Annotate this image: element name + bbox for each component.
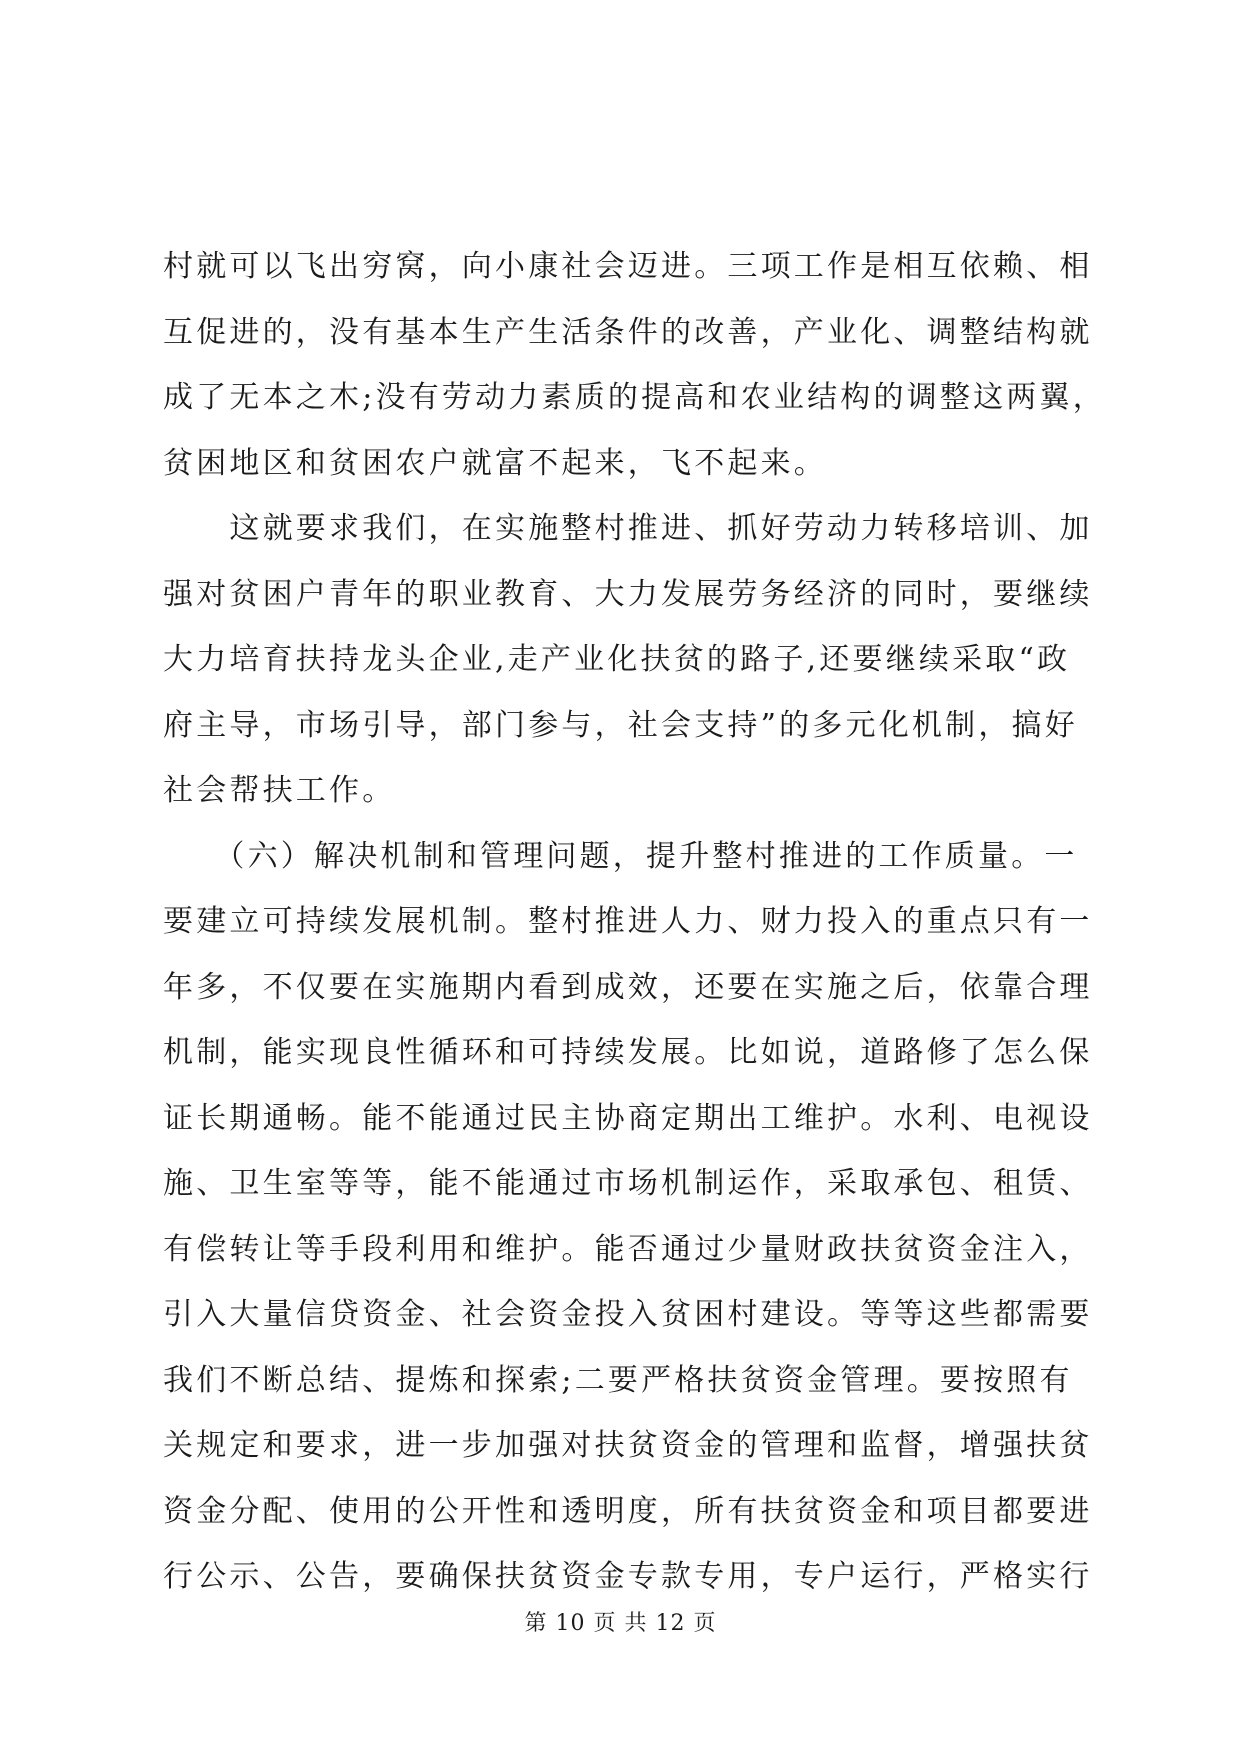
text-line: 村就可以飞出穷窝，向小康社会迈进。三项工作是相互依赖、相 [163,249,1093,284]
text-line: 施、卫生室等等，能不能通过市场机制运作，采取承包、租赁、 [163,1166,1093,1201]
text-line: 要建立可持续发展机制。整村推进人力、财力投入的重点只有一 [163,904,1093,939]
text-line: （六）解决机制和管理问题，提升整村推进的工作质量。一 [163,838,1078,874]
text-line: 互促进的，没有基本生产生活条件的改善，产业化、调整结构就 [163,314,1093,350]
text-line: 这就要求我们，在实施整村推进、抓好劳动力转移培训、加 [163,511,1093,546]
text-line: 贫困地区和贫困农户就富不起来，飞不起来。 [163,445,827,481]
text-line: 关规定和要求，进一步加强对扶贫资金的管理和监督，增强扶贫 [163,1428,1093,1463]
text-line: 证长期通畅。能不能通过民主协商定期出工维护。水利、电视设 [163,1100,1093,1136]
text-line: 府主导，市场引导，部门参与，社会支持”的多元化机制，搞好 [163,707,1078,743]
text-line: 年多，不仅要在实施期内看到成效，还要在实施之后，依靠合理 [163,969,1093,1005]
text-line: 成了无本之木;没有劳动力素质的提高和农业结构的调整这两翼， [163,380,1106,415]
text-line: 社会帮扶工作。 [163,773,396,808]
text-line: 行公示、公告，要确保扶贫资金专款专用，专户运行，严格实行 [163,1559,1093,1594]
body-text [163,234,1106,1610]
text-line: 强对贫困户青年的职业教育、大力发展劳务经济的同时，要继续 [163,576,1093,612]
text-line: 有偿转让等手段利用和维护。能否通过少量财政扶贫资金注入， [163,1231,1093,1267]
text-line: 机制，能实现良性循环和可持续发展。比如说，道路修了怎么保 [163,1035,1093,1070]
text-line: 引入大量信贷资金、社会资金投入贫困村建设。等等这些都需要 [163,1297,1093,1332]
text-line: 我们不断总结、提炼和探索;二要严格扶贫资金管理。要按照有 [163,1362,1073,1398]
page-footer: 第 10 页 共 12 页 [524,1611,717,1636]
text-line: 大力培育扶持龙头企业,走产业化扶贫的路子,还要继续采取“政 [163,642,1071,677]
text-line: 资金分配、使用的公开性和透明度，所有扶贫资金和项目都要进 [163,1493,1093,1529]
